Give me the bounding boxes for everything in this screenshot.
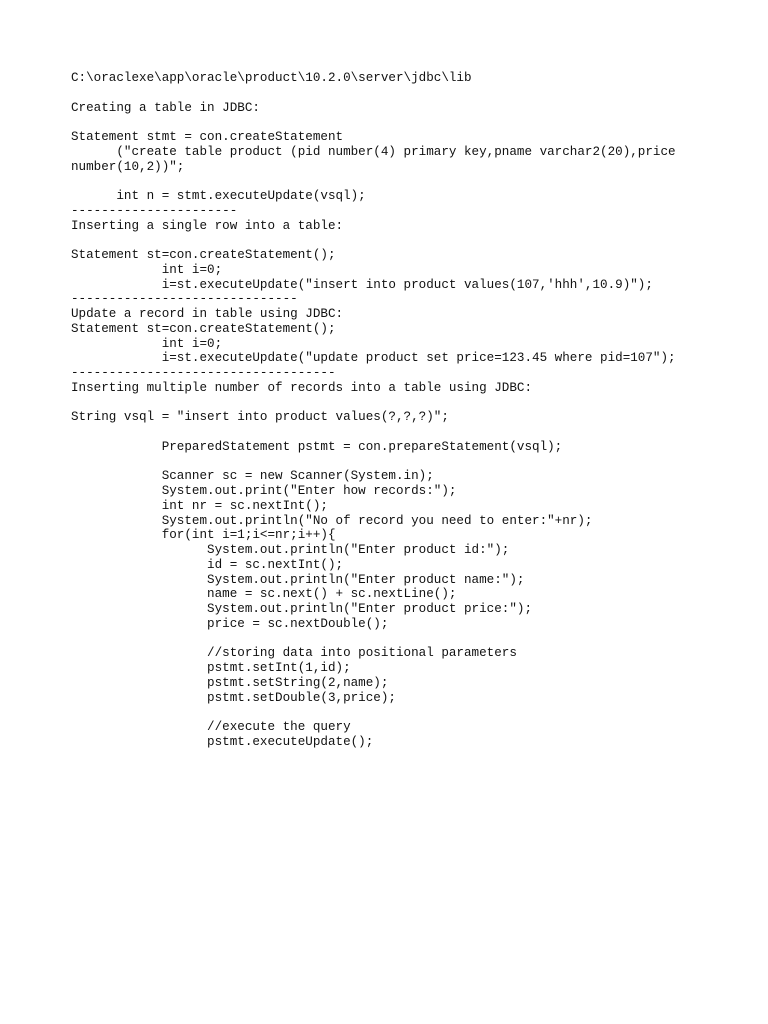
code-line: pstmt.setString(2,name); [71,675,389,690]
blank-line [71,115,751,130]
section-heading-insert-multiple: Inserting multiple number of records into a table using JDBC: [71,380,533,395]
path-line: C:\oraclexe\app\oracle\product\10.2.0\server\jdbc\lib [71,71,472,85]
code-line: System.out.println("Enter product id:"); [71,543,510,557]
section-heading-insert-single: Inserting a single row into a table: [71,218,344,233]
blank-line [71,396,751,411]
code-line: Scanner sc = new Scanner(System.in); [71,469,434,484]
code-line: for(int i=1;i<=nr;i++){ [71,528,336,543]
code-line: int nr = sc.nextInt(); [71,498,328,513]
section-heading-create-table: Creating a table in JDBC: [71,100,260,115]
code-comment-line: //execute the query [71,720,351,734]
blank-line [71,174,751,189]
blank-line [71,86,751,101]
code-line: number(10,2))"; [71,159,185,174]
code-line: price = sc.nextDouble(); [71,616,389,631]
code-line: String vsql = "insert into product values(?,?,?)"; [71,410,449,425]
code-line: Statement stmt = con.createStatement [71,130,344,144]
code-comment-line: //storing data into positional parameters [71,646,517,661]
divider-line: ------------------------------ [71,292,298,307]
code-line: pstmt.setInt(1,id); [71,661,351,675]
code-line: System.out.println("No of record you need to enter:"+nr); [71,513,593,528]
code-line: Statement st=con.createStatement(); [71,248,336,262]
code-line: Statement st=con.createStatement(); [71,321,336,336]
blank-line [71,705,751,720]
section-heading-update-record: Update a record in table using JDBC: [71,307,344,321]
divider-line: ----------------------------------- [71,366,336,380]
document-page [71,71,751,750]
divider-line: ---------------------- [71,203,238,218]
code-line: i=st.executeUpdate("insert into product values(107,'hhh',10.9)"); [71,277,653,292]
blank-line [71,425,751,440]
blank-line [71,632,751,647]
code-line: System.out.print("Enter how records:"); [71,484,457,498]
code-line: int i=0; [71,262,223,277]
code-line: int n = stmt.executeUpdate(vsql); [71,189,366,203]
blank-line [71,233,751,248]
code-line: PreparedStatement pstmt = con.prepareStatement(vsql); [71,439,563,454]
code-line: i=st.executeUpdate("update product set price=123.45 where pid=107"); [71,351,676,366]
code-line: System.out.println("Enter product name:"); [71,572,525,587]
code-line: System.out.println("Enter product price:"); [71,602,533,616]
code-line: name = sc.next() + sc.nextLine(); [71,587,457,602]
code-line: ("create table product (pid number(4) primary key,pname varchar2(20),price [71,144,676,159]
blank-line [71,455,751,470]
code-line: id = sc.nextInt(); [71,557,344,572]
code-line: int i=0; [71,336,223,351]
code-line: pstmt.setDouble(3,price); [71,690,396,705]
code-line: pstmt.executeUpdate(); [71,734,374,749]
